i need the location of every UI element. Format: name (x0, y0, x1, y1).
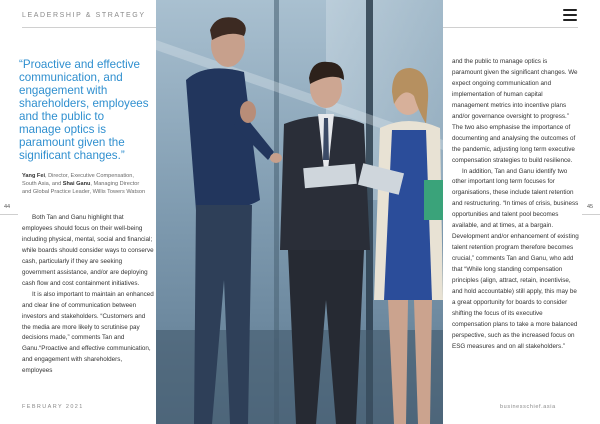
body-paragraph: It is also important to maintain an enhanced and clear line of communication between investors and stakeholders. “Customers and the media are more likely to scrutinise pay decisions made,” comments Tan and Ganu.“Proactive and effective communication, and engagement with shareholders, employees (22, 290, 154, 375)
pull-quote (19, 58, 153, 162)
pull-quote-line: engagement with (19, 84, 108, 97)
body-paragraph: In addition, Tan and Ganu identify two other important long term focuses for organisations, these include talent retention and restructuring. “In times of crisis, business opportunities and talent pool becomes available, and at times, at a bargain. Development and/or enhancement of existing talent retention program therefore becomes crucial,” comments Tan and Ganu, who add that “While long standing compensation principles (align, attract, retain, incentivise, and hold accountable) still apply, this may be a great opportunity for boards to consider shifting the focus of its executive compensation plans to take a more balanced perspective, such as the increased focus on ESG measures and on all stakeholders.” (452, 167, 579, 350)
body-paragraph: Both Tan and Ganu highlight that employees should focus on their well-being including physical, mental, social and financial; while boards should consider ways to conserve cash, particularly if they are seeking government assistance, and/or are deploying cash flow and cost containment initiatives. (22, 214, 154, 287)
body-paragraph: and the public to manage optics is paramount given the significant changes. We expect ongoing communication and implementation of human capital management metrics into incentive plans and/or governance oversight to progress.” The two also emphasise the importance of documenting and analysing the outcomes of the pandemic, adjusting long term executive compensation strategies to build resilience. (452, 58, 578, 164)
credit-role: South Asia, and (22, 181, 63, 187)
page-marker-line-right (582, 214, 600, 215)
quote-attribution (22, 172, 154, 196)
pull-quote-line: and the public to (19, 110, 105, 123)
credit-role: , Director, Executive Compensation, (45, 173, 134, 179)
business-team-photo (156, 0, 443, 424)
pull-quote-line: manage optics is (19, 123, 106, 136)
pull-quote-line: “Proactive and effective (19, 58, 140, 71)
pull-quote-line: communication, and (19, 71, 123, 84)
page-marker-line-left (0, 214, 18, 215)
issue-date: FEBRUARY 2021 (22, 404, 84, 410)
credit-name: Yang Fei (22, 173, 46, 179)
pull-quote-line: shareholders, employees (19, 97, 149, 110)
body-column-left (22, 213, 154, 377)
top-divider-left (22, 27, 156, 28)
section-label: LEADERSHIP & STRATEGY (22, 12, 146, 19)
credit-role: and Global Practice Leader, Willis Towers Watson (22, 189, 146, 195)
credit-name: Shai Ganu (62, 181, 91, 187)
top-divider-right (443, 27, 578, 28)
pull-quote-line: significant changes.” (19, 149, 125, 162)
page-number-left: 44 (4, 204, 11, 210)
credit-role: , Managing Director (90, 181, 140, 187)
hamburger-menu-icon[interactable] (563, 9, 577, 21)
page-number-right: 45 (587, 204, 594, 210)
pull-quote-line: paramount given the (19, 136, 125, 149)
website-link[interactable]: businesschief.asia (500, 404, 556, 410)
body-column-right (452, 57, 579, 353)
